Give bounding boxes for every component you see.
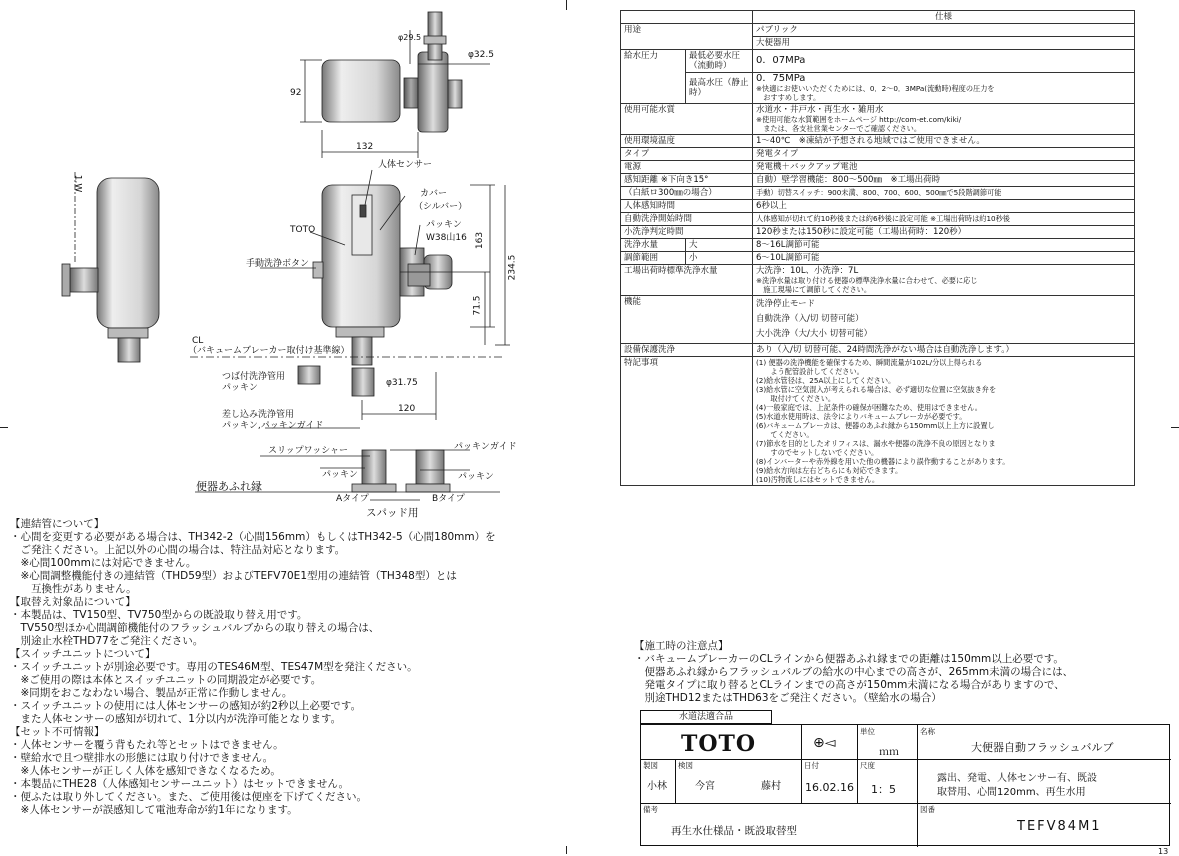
label-flange-2: パッキン [222,383,258,393]
note-line: ・心間を変更する必要がある場合は、TH342-2（心間156mm）もしくはTH342-5（心間180mm）を [10,531,496,543]
spec-env-value: 1～40℃ ※凍結が予想される地域ではご使用できません。 [753,135,1135,148]
spec-use-1: パブリック [753,24,1135,37]
label-slip-washer: スリップワッシャー [268,446,349,456]
dim-phi29-5: φ29.5 [398,33,422,42]
special-item: (7)節水を目的としたオリフィスは、漏水や便器の洗浄不良の原因となりま [756,439,996,448]
note-line: ※人体センサーが正しく人体を感知できなくなるため。 [10,765,281,777]
date-value: 16.02.16 [805,781,854,794]
spec-env-label: 使用環境温度 [621,135,753,148]
scale-value: 1：5 [871,783,896,796]
note-line: 【取替え対象品について】 [10,596,136,608]
special-item: 取付けてください。 [756,394,836,403]
spec-max-label: 最高水圧（静止時） [686,73,753,104]
label-vacuum-line: （バキュームブレーカー取付け基準線） [188,346,350,356]
special-item: (1) 便器の洗浄機能を確保するため、瞬間流量が102L/分以上得られる [756,358,983,367]
cert-box [640,710,772,724]
note-line: ※人体センサーが誤感知して電池寿命が約1年になります。 [10,804,298,816]
unit-label: 単位 [860,727,875,736]
desc-2: 取替用、心間120mm、再生水用 [937,787,1086,798]
dim-71-5: 71.5 [472,295,483,316]
spec-dist-label2: （白紙ロ300㎜の場合） [621,187,753,200]
date-label: 日付 [804,761,819,770]
frame-center-divider [566,0,567,10]
spec-header: 仕様 [753,11,1135,24]
unit-value: ｍｍ [879,747,899,758]
special-item: よう配管設計してください。 [756,367,864,376]
spec-power-value: 発電機＋バックアップ電池 [753,161,1135,174]
special-item: てください。 [756,430,814,439]
note-line: 便器あふれ縁からフラッシュバルブの給水の中心までの高さが、265mm未満の場合には、 [634,666,1074,678]
spec-pressure-label: 給水圧力 [621,50,686,104]
spec-func-2: 自動洗浄（入/切 切替可能） [756,314,864,324]
spec-use-2: 大便器用 [753,37,1135,50]
note-line: ・便ふたは取り外してください。また、ご使用後は便座を下げてください。 [10,791,367,803]
spec-max-cell [753,73,1135,104]
note-line: ・本製品は、TV150型、TV750型からの既設取り替え用です。 [10,609,308,621]
spec-human-time-label: 人体感知時間 [621,200,753,213]
label-flange-1: つば付洗浄管用 [222,372,286,382]
spec-factory-label: 工場出荷時標準洗浄水量 [621,265,753,296]
note-line: 互換性がありません。 [10,583,137,595]
spec-human-time-value: 6秒以上 [753,200,1135,213]
spec-min-value: 0．07MPa [753,50,1135,73]
label-cover: カバー [420,189,448,199]
note-line: 【スイッチユニットについて】 [10,648,156,660]
spec-max-value: 0．75MPa [756,73,806,84]
frame-right-mark [1171,427,1179,428]
drawing-no: TEFV84M1 [1017,819,1102,834]
special-item: (8)インバーターや赤外線を用いた他の機器により誤作動することがあります。 [756,457,1010,466]
spec-water-1: 水道水・井戸水・再生水・雑用水 [756,105,884,115]
note-line: 発電タイプに取り替るとCLラインまでの高さが150mm未満になる場合がありますので、 [634,679,1065,691]
note-line: また人体センサーの感知が切れて、1分以内が洗浄可能となります。 [10,713,342,725]
spec-range-label: 調節範囲 [621,252,686,265]
spec-special-cell [753,357,1135,486]
spec-func-cell [753,296,1135,344]
note-line: TV550型ほか心間調節機能付のフラッシュバルブからの取り替えの場合は、 [10,622,380,634]
note-line: ・人体センサーを覆う背もたれ等とセットはできません。 [10,739,284,751]
note-line: 別途THD12またはTHD63をご発注ください。（壁給水の場合） [634,692,942,704]
spec-max-note-2: おすすめします。 [756,93,821,102]
spec-water-cell [753,104,1135,135]
label-type-b: Bタイプ [432,494,465,504]
spec-volume-small: 小 [686,252,753,265]
spec-auto-start-value: 人体感知が切れて約10秒後または約6秒後に設定可能 ※工場出荷時は約10秒後 [753,213,1135,226]
dim-120: 120 [398,404,416,414]
note-line: ・スイッチユニットの使用には人体センサーの感知が約2秒以上必要です。 [10,700,362,712]
label-packing: パッキン [426,220,462,230]
special-item: (5)水道水使用時は、法令によりバキュームブレーカが必要です。 [756,412,967,421]
notes-right [634,640,1073,705]
spec-auto-start-label: 自動洗浄開始時間 [621,213,753,226]
dim-132: 132 [356,142,374,152]
note-line: ・壁給水で且つ壁排水の形態には取り付けできません。 [10,752,274,764]
note-line: ・バキュームブレーカーのCLラインから便器あふれ縁までの距離は150mm以上必要です。 [634,653,1064,665]
dim-234-5: 234.5 [507,254,518,281]
desc-1: 露出、発電、人体センサー有、既設 [937,773,1097,784]
dim-92: 92 [290,88,302,98]
label-type-a: Aタイプ [336,494,369,504]
title-block [640,724,1170,846]
dim-163: 163 [475,231,486,250]
spec-protect-value: あり（入/切 切替可能、24時間洗浄がない場合は自動洗浄します。） [753,344,1135,357]
spec-power-label: 電源 [621,161,753,174]
special-item: (2)給水管径は、25A以上にしてください。 [756,376,896,385]
checked-value-1: 今宮 [695,781,715,792]
spec-func-3: 大小洗浄（大/大小 切替可能） [756,329,873,339]
notes-left [10,518,496,817]
spec-factory-1: 大洗浄：10L、小洗浄：7L [756,266,859,276]
dim-phi32-5: φ32.5 [468,50,494,60]
name-value: 大便器自動フラッシュバルブ [971,741,1114,754]
toto-logo-label: TOTO [290,225,316,235]
label-cl: CL [192,336,204,346]
spec-use-label: 用途 [621,24,753,50]
spec-dist-value: 自動）壁学習機能：800～500㎜ ※工場出荷時 [753,174,1135,187]
label-human-sensor: 人体センサー [378,160,433,170]
spec-protect-label: 設備保護洗浄 [621,344,753,357]
spec-table [620,10,1135,486]
note-line: 【連結管について】 [10,518,105,530]
label-spud: スパッド用 [366,507,419,519]
spec-max-note-1: ※快適にお使いいただくためには、0．2～0．3MPa(流動時)程度の圧力を [756,84,995,93]
note-line: ※心間調整機能付きの連結管（THD59型）およびTEFV70E1型用の連結管（TH348型）とは [10,570,457,582]
spec-header-blank [621,11,753,24]
spec-small-time-value: 120秒または150秒に設定可能（工場出荷時：120秒） [753,226,1135,239]
spec-volume-label: 洗浄水量 [621,239,686,252]
label-insert-2: パッキン,パッキンガイド [222,421,324,431]
spec-volume-large: 大 [686,239,753,252]
spec-water-label: 使用可能水質 [621,104,753,135]
label-packing-a: パッキン [322,470,358,480]
spec-type-value: 発電タイプ [753,148,1135,161]
cert-label: 水道法適合品 [678,712,733,722]
spec-factory-cell [753,265,1135,296]
spec-func-label: 機能 [621,296,753,344]
special-item: (9)給水方向は左右どちらにも対応できます。 [756,466,903,475]
drawing-no-label: 図番 [920,805,935,814]
note-line: 【セット不可情報】 [10,726,105,738]
spec-volume-large-value: 8～16L調節可能 [753,239,1135,252]
note-line: ※同期をおこなわない場合、製品が正常に作動しません。 [10,687,293,699]
checked-value-2: 藤村 [761,781,781,792]
spec-type-label: タイプ [621,148,753,161]
note-line: ※心間100mmには対応できません。 [10,557,197,569]
remarks-value: 再生水仕様品・既設取替型 [671,825,797,837]
special-item: (10)汚物流しにはセットできません。 [756,475,880,484]
note-line: ご発注ください。上記以外の心間の場合は、特注品対応となります。 [10,544,346,556]
spec-dist-value2: 手動）切替スイッチ：900未満、800、700、600、500㎜で5段階調節可能 [753,187,1135,200]
spec-water-3: または、各支社営業センターでご確認ください。 [756,124,922,133]
spec-small-time-label: 小洗浄判定時間 [621,226,753,239]
label-overflow-rim: 便器あふれ縁 [196,480,262,493]
spec-factory-2: ※洗浄水量は取り付ける便器の標準洗浄水量に合わせて、必要に応じ [756,276,978,285]
toto-brand: TOTO [681,731,757,757]
drawn-value: 小林 [647,781,667,792]
frame-center-divider-bottom [566,846,567,854]
label-manual-button: 手動洗浄ボタン [246,259,310,269]
checked-label: 検図 [678,761,693,770]
note-line: ※ご使用の際は本体とスイッチユニットの同期設定が必要です。 [10,674,322,686]
spec-dist-label: 感知距離 ※下向き15° [621,174,753,187]
label-insert-1: 差し込み洗浄管用 [222,410,295,420]
top-view-body [322,60,400,122]
note-line: 【施工時の注意点】 [634,640,729,652]
spec-func-1: 洗浄停止モード [756,299,816,309]
special-item: すのでセットしないでください。 [756,448,879,457]
spec-min-label: 最低必要水圧（流動時） [686,50,753,73]
note-line: ・スイッチユニットが別途必要です。専用のTES46M型、TES47M型を発注ください。 [10,661,418,673]
special-item: (6)バキュームブレーカは、便器のあふれ縁から150mm以上上方に設置し [756,421,995,430]
side-view-body [97,178,159,328]
special-item: (3)給水管に空気混入が考えられる場合は、必ず適切な位置に空気抜き弁を [756,385,997,394]
label-w38: W38山16 [426,233,467,243]
label-packing-guide: パッキンガイド [454,442,517,452]
spec-special-label: 特記事項 [621,357,753,486]
special-item: (4)一般家庭では、上記条件の確保が困難なため、使用はできません。 [756,403,982,412]
label-packing-b: パッキン [458,472,494,482]
name-label: 名称 [920,727,935,736]
page-number: 13 [1158,847,1169,856]
spec-factory-3: 施工現場にて調節してください。 [756,285,872,294]
note-line: 別途止水栓THD77をご発注ください。 [10,635,204,647]
projection-symbol-icon: ⊕◅ [813,735,836,751]
drawn-label: 製図 [643,761,658,770]
scale-label: 尺度 [860,761,875,770]
remarks-label: 備考 [643,805,658,814]
spec-volume-small-value: 6～10L調節可能 [753,252,1135,265]
label-side-view: 1.W [72,174,83,193]
note-line: ・本製品にTHE28（人体感知センサーユニット）はセットできません。 [10,778,350,790]
spec-water-2: ※使用可能な水質範囲をホームページ http://com-et.com/kiki/ [756,115,962,124]
label-silver: （シルバー） [414,202,468,212]
dim-phi31-75: φ31.75 [386,378,418,388]
